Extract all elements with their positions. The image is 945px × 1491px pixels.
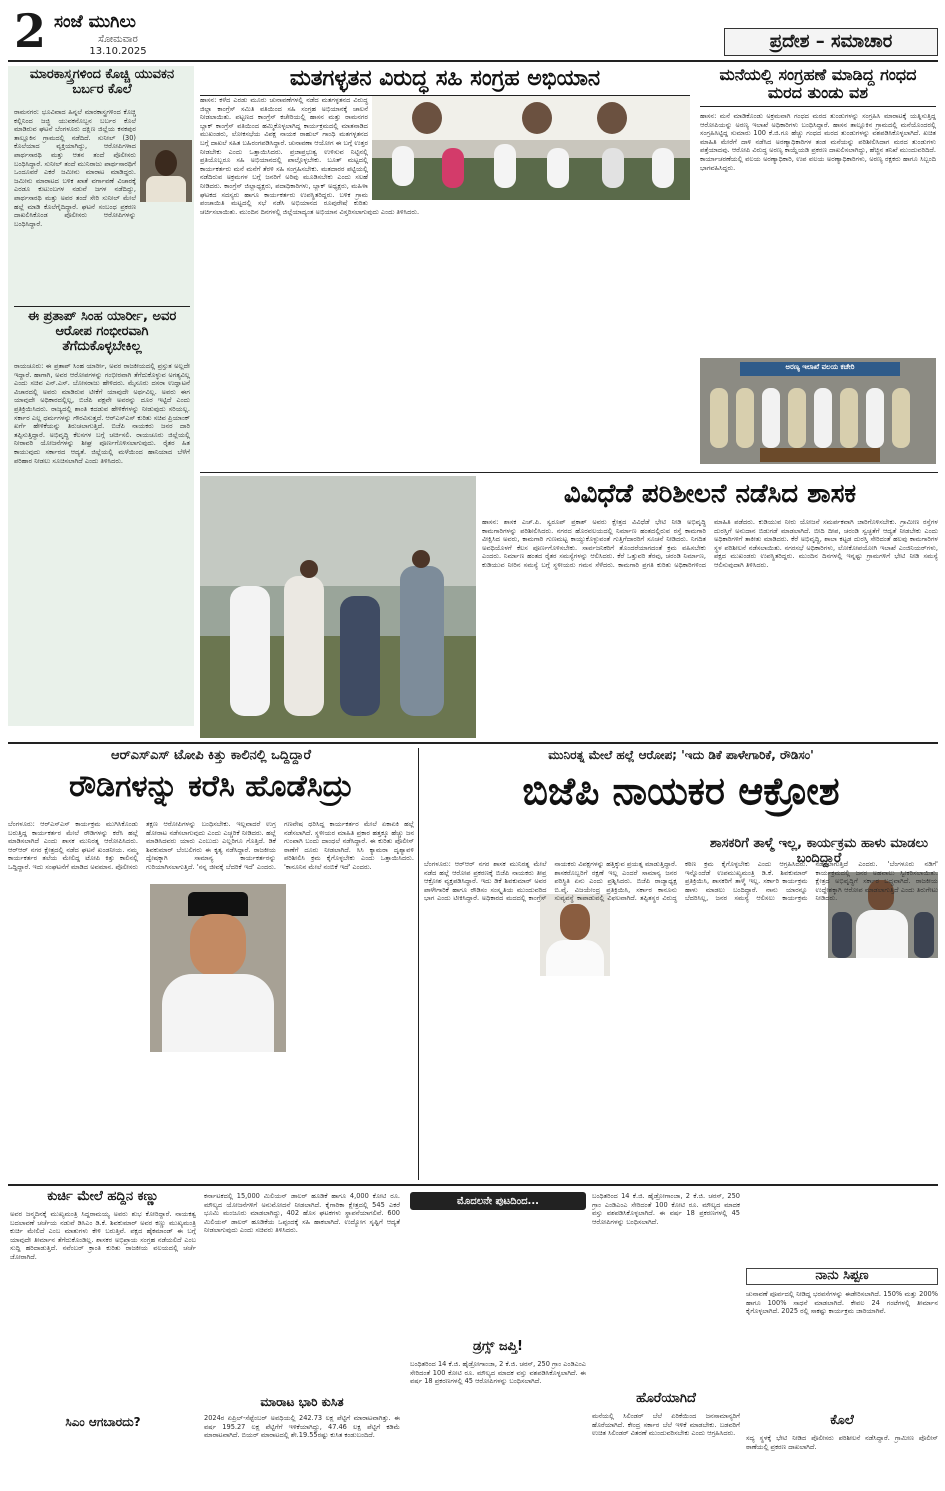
victim-photo	[140, 140, 192, 202]
bottom-story-expert: ಚುನಾವಣೆ ಪೂರ್ವದಲ್ಲಿ ನೀಡಿದ್ದ ಭರವಸೆಗಳನ್ನು ಈಡೇರಿಸಲಾಗಿದೆ. 150% ಮತ್ತು 200% ಹಾಗೂ 100% ಸಾಧನೆ ಮಾಡಲಾಗಿದೆ. ಕೇವಲ 24 ಗಂಟೆಗಳಲ್ಲಿ ತೀರ್ಮಾನ ಕೈಗೊಳ್ಳಲಾಗಿದೆ. 2025 ರಲ್ಲಿ ಸಾಕಷ್ಟು ಕಾರ್ಯಕ್ರಮ ಜಾರಿಯಾಗಿವೆ.	[746, 1290, 938, 1316]
lower-right-subheadline: ಶಾಸಕರಿಗೆ ತಾಳ್ಮೆ ಇಲ್ಲ, ಕಾರ್ಯಕ್ರಮ ಹಾಳು ಮಾಡಲು ಬಂದಿದ್ದಾರೆ	[709, 836, 929, 866]
masthead-day: ಸೋಮವಾರ	[98, 34, 138, 45]
continued-from-front-tag: ಮೊದಲನೇ ಪುಟದಿಂದ...	[410, 1192, 586, 1210]
bottom-headline-chair: ಕುರ್ಚಿ ಮೇಲೆ ಹದ್ದಿನ ಕಣ್ಣು	[47, 1189, 159, 1204]
bottom-headline-drugs: ಡ್ರಗ್ಸ್ ಜಪ್ತಿ!	[473, 1339, 523, 1354]
middle-story: ಹಾಸನ: ಶಾಸಕ ಎಚ್.ಪಿ. ಸ್ವರೂಪ್ ಪ್ರಕಾಶ್ ಅವರು ಕ್ಷೇತ್ರದ ವಿವಿಧೆಡೆ ಭೇಟಿ ನೀಡಿ ಅಭಿವೃದ್ಧಿ ಕಾಮಗಾರಿಗಳನ್ನು ಪರಿಶೀಲಿಸಿದರು. ನಗರದ ಹೊರವಲಯದಲ್ಲಿ ನಿರ್ಮಾಣ ಹಂತದಲ್ಲಿರುವ ರಸ್ತೆ ಕಾಮಗಾರಿ ವೀಕ್ಷಿಸಿದ ಅವರು, ಕಾಮಗಾರಿ ಗುಣಮಟ್ಟ ಕಾಯ್ದುಕೊಳ್ಳುವಂತೆ ಗುತ್ತಿಗೆದಾರರಿಗೆ ಸೂಚನೆ ನೀಡಿದರು. ನಿಗದಿತ ಅವಧಿಯೊಳಗೆ ಕೆಲಸ ಪೂರ್ಣಗೊಳಿಸಬೇಕು. ಸಾರ್ವಜನಿಕರಿಗೆ ತೊಂದರೆಯಾಗದಂತೆ ಕ್ರಮ ವಹಿಸಬೇಕು ಎಂದರು. ನಿರ್ಮಾಣ ಹಂತದ ರೈತರ ಸಮಸ್ಯೆಗಳನ್ನು ಆಲಿಸಿದರು. ಕೆರೆ ಒತ್ತುವರಿ ತೆರವು, ಚರಂಡಿ ನಿರ್ಮಾಣ, ಕುಡಿಯುವ ನೀರಿನ ಸಮಸ್ಯೆ ಬಗ್ಗೆ ಸ್ಥಳೀಯರು ಗಮನ ಸೆಳೆದರು. ಕಾಮಗಾರಿ ಪ್ರಗತಿ ಕುರಿತು ಅಧಿಕಾರಿಗಳಿಂದ ಮಾಹಿತಿ ಪಡೆದರು. ಕುಡಿಯುವ ನೀರು ಯೋಜನೆ ಸಮರ್ಪಕವಾಗಿ ಜಾರಿಗೊಳಿಸಬೇಕು. ಗ್ರಾಮೀಣ ರಸ್ತೆಗಳ ದುರಸ್ತಿಗೆ ಅನುದಾನ ಬಿಡುಗಡೆ ಮಾಡಲಾಗಿದೆ. ಬೀದಿ ದೀಪ, ಚರಂಡಿ ಸ್ವಚ್ಛತೆಗೆ ಆದ್ಯತೆ ನೀಡಬೇಕು ಎಂದು ಅಧಿಕಾರಿಗಳಿಗೆ ತಾಕೀತು ಮಾಡಿದರು. ಕೆರೆ ಅಭಿವೃದ್ಧಿ, ಶಾಲಾ ಕಟ್ಟಡ ದುರಸ್ತಿ ಸೇರಿದಂತೆ ಹಲವು ಕಾಮಗಾರಿಗಳ ಸ್ಥಳ ಪರಿಶೀಲನೆ ನಡೆಸಲಾಯಿತು. ನಗರಸಭೆ ಅಧಿಕಾರಿಗಳು, ಲೋಕೋಪಯೋಗಿ ಇಲಾಖೆ ಎಂಜಿನಿಯರ್‌ಗಳು, ಪಕ್ಷದ ಮುಖಂಡರು ಉಪಸ್ಥಿತರಿದ್ದರು. ಮುಂದಿನ ದಿನಗಳಲ್ಲಿ ಇನ್ನಷ್ಟು ಗ್ರಾಮಗಳಿಗೆ ಭೇಟಿ ನೀಡಿ ಸಮಸ್ಯೆ ಆಲಿಸುವುದಾಗಿ ತಿಳಿಸಿದರು.	[482, 518, 938, 569]
middle-headline: ವಿವಿಧೆಡೆ ಪರಿಶೀಲನೆ ನಡೆಸಿದ ಶಾಸಕ	[563, 479, 857, 509]
forest-banner-text: ಅರಣ್ಯ ಇಲಾಖೆ ವಲಯ ಕಚೇರಿ	[785, 363, 855, 371]
top-right-headline: ಮನೆಯಲ್ಲಿ ಸಂಗ್ರಹಣೆ ಮಾಡಿದ್ದ ಗಂಧದ ಮರದ ತುಂಡು ವಶ	[700, 66, 936, 107]
bottom-story-murder: ಸದ್ಯ ಸ್ಥಳಕ್ಕೆ ಭೇಟಿ ನೀಡಿದ ಪೊಲೀಸರು ಪರಿಶೀಲನೆ ನಡೆಸಿದ್ದಾರೆ. ಗ್ರಾಮೀಣ ಪೊಲೀಸ್ ಠಾಣೆಯಲ್ಲಿ ಪ್ರಕರಣ ದಾಖಲಾಗಿದೆ.	[746, 1434, 938, 1451]
masthead-date: 13.10.2025	[89, 46, 147, 57]
top-center-headline: ಮತಗಳ್ಳತನ ವಿರುದ್ಧ ಸಹಿ ಸಂಗ್ರಹ ಅಭಿಯಾನ	[200, 66, 690, 96]
bottom-headline-burden: ಹೊರೆಯಾಗಿದೆ	[636, 1391, 696, 1406]
left-story-pratap: ರಾಯಚೂರು: ಈ ಪ್ರತಾಪ್ ಸಿಂಹ ಯಾರ್ರೀ, ಅವರ ರಾಜಕೀಯದಲ್ಲಿ ಪ್ರಸ್ತುತ ಅಲ್ಲದೇ ಇದ್ದಾರೆ. ಹಾಗಾಗಿ, ಅವರ ಆರೋಪಗಳನ್ನು ಗಂಭೀರವಾಗಿ ತೆಗೆದುಕೊಳ್ಳುವ ಅಗತ್ಯವಿಲ್ಲ ಎಂದು ಸಚಿವ ಎನ್.ಎಸ್. ಬೋಸರಾಜು ಹೇಳಿದರು. ಮೈಸೂರು ದಸರಾ ಉದ್ಘಾಟನೆ ವಿಚಾರದಲ್ಲಿ ಅವರು ಮಾಡಿರುವ ಟೀಕೆಗೆ ಯಾವುದೇ ಅರ್ಥವಿಲ್ಲ. ಅವರು ಈಗ ಯಾವುದೇ ಅಧಿಕಾರದಲ್ಲಿಲ್ಲ, ಬಿಜೆಪಿ ಪಕ್ಷವೇ ಅವರನ್ನು ದೂರ ಇಟ್ಟಿದೆ ಎಂದು ಪ್ರತಿಕ್ರಿಯಿಸಿದರು. ರಾಜ್ಯದಲ್ಲಿ ಶಾಂತಿ ಕದಡುವ ಹೇಳಿಕೆಗಳನ್ನು ನೀಡುವುದು ಸರಿಯಲ್ಲ. ಸರ್ಕಾರ ಎಲ್ಲ ಧರ್ಮಗಳನ್ನು ಗೌರವಿಸುತ್ತದೆ. ಆರ್‌ಎಸ್‌ಎಸ್ ಕುರಿತು ಸಚಿವ ಪ್ರಿಯಾಂಕ್ ಖರ್ಗೆ ಹೇಳಿಕೆಯನ್ನು ತಿರುಚಲಾಗುತ್ತಿದೆ. ಬಿಜೆಪಿ ನಾಯಕರು ಜನರ ದಾರಿ ತಪ್ಪಿಸುತ್ತಿದ್ದಾರೆ. ಅಭಿವೃದ್ಧಿ ಕೆಲಸಗಳ ಬಗ್ಗೆ ಚರ್ಚಿಸಲಿ. ರಾಯಚೂರು ಜಿಲ್ಲೆಯಲ್ಲಿ ನೀರಾವರಿ ಯೋಜನೆಗಳನ್ನು ಶೀಘ್ರ ಪೂರ್ಣಗೊಳಿಸಲಾಗುವುದು. ರೈತರ ಹಿತ ಕಾಯುವುದು ಸರ್ಕಾರದ ಆದ್ಯತೆ. ಜಿಲ್ಲೆಯಲ್ಲಿ ಮಳೆಯಿಂದ ಹಾನಿಯಾದ ಬೆಳೆಗೆ ಪರಿಹಾರ ನೀಡಲು ಸೂಚಿಸಲಾಗಿದೆ ಎಂದು ತಿಳಿಸಿದರು.	[14, 362, 190, 465]
left-headline-murder: ಮಾರಕಾಸ್ತ್ರಗಳಿಂದ ಕೊಚ್ಚಿ ಯುವಕನ ಬರ್ಬರ ಕೊಲೆ	[29, 67, 175, 97]
page-number: 2	[14, 4, 47, 58]
bottom-story-burden: ಮನೆಯಲ್ಲಿ ಸಿಲಿಂಡರ್ ಬೆಲೆ ಏರಿಕೆಯಿಂದ ಜನಸಾಮಾನ್ಯರಿಗೆ ಹೊರೆಯಾಗಿದೆ. ಕೇಂದ್ರ ಸರ್ಕಾರ ಬೆಲೆ ಇಳಿಕೆ ಮಾಡಬೇಕು. ಬಡವರಿಗೆ ಉಚಿತ ಸಿಲಿಂಡರ್ ವಿತರಣೆ ಮುಂದುವರಿಸಬೇಕು ಎಂದು ಆಗ್ರಹಿಸಿದರು.	[592, 1412, 740, 1438]
bottom-rule	[8, 1184, 938, 1186]
bottom-headline-murder: ಕೊಲೆ	[830, 1413, 854, 1428]
bottom-sub-chair: ಸಿಎಂ ಆಗಬಾರದು?	[65, 1415, 141, 1429]
left-story-murder: ರಾಮನಗರ: ಭೂವಿವಾದ ಹಿನ್ನಲೆ ಮಾರಕಾಸ್ತ್ರಗಳಿಂದ ಕೊಚ್ಚಿ ಕಲ್ಲಿನಿಂದ ಜಜ್ಜಿ ಯುವಕನೊಬ್ಬನ ಬರ್ಬರ ಕೊಲೆ ಮಾಡಿರುವ ಘಟನೆ ಬೆಂಗಳೂರು ದಕ್ಷಿಣ ಜಿಲ್ಲೆಯ ಕನಕಪುರ ತಾಲ್ಲೂಕಿನ ಗ್ರಾಮದಲ್ಲಿ ನಡೆದಿದೆ. ಸುನೀಲ್ (30) ಕೊಲೆಯಾದ ವ್ಯಕ್ತಿಯಾಗಿದ್ದು, ಆರೋಪಿಗಳಾದ ಪಾರ್ಥಸಾರಥಿ ಮತ್ತು ಆತನ ತಂದೆ ಪೊಲೀಸರು ಬಂಧಿಸಿದ್ದಾರೆ. ಸುನೀಲ್ ತಂದೆ ಮುನಿರಾಜು ಪಾರ್ಥಸಾರಥಿಗೆ ಒಂದೂವರೆ ಎಕರೆ ಜಮೀನು ಮಾರಾಟ ಮಾಡಿದ್ದರು. ಜಮೀನು ಮಾರಾಟದ ಬಳಿಕ ಖಾತೆ ವರ್ಗಾವಣೆ ವಿಚಾರಕ್ಕೆ ಎರಡೂ ಕುಟುಂಬಗಳ ನಡುವೆ ಜಗಳ ನಡೆದಿದ್ದು, ಪಾರ್ಥಸಾರಥಿ ಮತ್ತು ಅವರ ತಂದೆ ಸೇರಿ ಸುನೀಲ್ ಮೇಲೆ ಹಲ್ಲೆ ಮಾಡಿ ಕೊಲೆಗೈದಿದ್ದಾರೆ. ಘಟನೆ ಸಂಬಂಧ ಪ್ರಕರಣ ದಾಖಲಿಸಿಕೊಂಡ ಪೊಲೀಸರು ಆರೋಪಿಗಳನ್ನು ಬಂಧಿಸಿದ್ದಾರೆ.	[14, 108, 136, 228]
middle-top-rule	[200, 472, 938, 473]
left-divider	[14, 306, 190, 307]
left-headline-pratap: ಈ ಪ್ರತಾಪ್ ಸಿಂಹ ಯಾರ್ರೀ, ಅವರ ಆರೋಪ ಗಂಭೀರವಾಗಿ ತೆಗೆದುಕೊಳ್ಳಬೇಕಿಲ್ಲ	[27, 309, 177, 354]
section-label: ಪ್ರದೇಶ – ಸಮಾಚಾರ	[724, 28, 938, 56]
mla-inspection-photo	[200, 476, 476, 738]
bottom-story-arrests: ಬಂಧಿತರಿಂದ 14 ಕೆ.ಜಿ. ಹೈಡ್ರೋಗಾಂಜಾ, 2 ಕೆ.ಜಿ. ಚರಸ್, 250 ಗ್ರಾಂ ಎಂಡಿಎಂಎ ಸೇರಿದಂತೆ 100 ಕೋಟಿ ರೂ. ಮೌಲ್ಯದ ಮಾದಕ ವಸ್ತು ವಶಪಡಿಸಿಕೊಳ್ಳಲಾಗಿದೆ. ಈ ವರ್ಷ 18 ಪ್ರಕರಣಗಳಲ್ಲಿ 45 ಆರೋಪಿಗಳನ್ನು ಬಂಧಿಸಲಾಗಿದೆ.	[592, 1192, 740, 1226]
lower-right-kicker: ಮುನಿರತ್ನ ಮೇಲೆ ಹಲ್ಲೆ ಆರೋಪ; 'ಇದು ಡಿಕೆ ಪಾಳೇಗಾರಿಕೆ, ರೌಡಿಸಂ'	[548, 748, 814, 762]
forest-officials-photo	[700, 358, 936, 464]
lower-left-headline: ರೌಡಿಗಳನ್ನು ಕರೆಸಿ ಹೊಡೆಸಿದ್ರು	[69, 769, 353, 804]
masthead	[8, 6, 208, 58]
middle-bottom-rule	[8, 742, 938, 744]
top-right-story: ಹಾಸನ: ಮನೆ ಮಾಡಿಕೊಂಡು ಅಕ್ರಮವಾಗಿ ಗಂಧದ ಮರದ ತುಂಡುಗಳನ್ನು ಸಂಗ್ರಹಿಸಿ ಮಾರಾಟಕ್ಕೆ ಯತ್ನಿಸುತ್ತಿದ್ದ ಆರೋಪಿಯನ್ನು ಅರಣ್ಯ ಇಲಾಖೆ ಅಧಿಕಾರಿಗಳು ಬಂಧಿಸಿದ್ದಾರೆ. ಹಾಸನ ತಾಲ್ಲೂಕಿನ ಗ್ರಾಮದಲ್ಲಿ ಮನೆಯೊಂದರಲ್ಲಿ ಸಂಗ್ರಹಿಸಿಟ್ಟಿದ್ದ ಸುಮಾರು 100 ಕೆ.ಜಿ.ಗೂ ಹೆಚ್ಚು ಗಂಧದ ಮರದ ತುಂಡುಗಳನ್ನು ವಶಪಡಿಸಿಕೊಳ್ಳಲಾಗಿದೆ. ಖಚಿತ ಮಾಹಿತಿ ಮೇರೆಗೆ ದಾಳಿ ನಡೆಸಿದ ಅರಣ್ಯಾಧಿಕಾರಿಗಳ ತಂಡ ಮನೆಯನ್ನು ಪರಿಶೀಲಿಸಿದಾಗ ಮರದ ತುಂಡುಗಳು ಪತ್ತೆಯಾದವು. ಆರೋಪಿ ವಿರುದ್ಧ ಅರಣ್ಯ ಕಾಯ್ದೆಯಡಿ ಪ್ರಕರಣ ದಾಖಲಿಸಲಾಗಿದ್ದು, ಹೆಚ್ಚಿನ ತನಿಖೆ ಮುಂದುವರಿದಿದೆ. ಕಾರ್ಯಾಚರಣೆಯಲ್ಲಿ ವಲಯ ಅರಣ್ಯಾಧಿಕಾರಿ, ಉಪ ವಲಯ ಅರಣ್ಯಾಧಿಕಾರಿಗಳು, ಅರಣ್ಯ ರಕ್ಷಕರು ಹಾಗೂ ಸಿಬ್ಬಂದಿ ಭಾಗವಹಿಸಿದ್ದರು.	[700, 112, 936, 172]
lower-divider	[418, 748, 419, 1180]
bottom-story-drugs: ಬಂಧಿತರಿಂದ 14 ಕೆ.ಜಿ. ಹೈಡ್ರೋಗಾಂಜಾ, 2 ಕೆ.ಜಿ. ಚರಸ್, 250 ಗ್ರಾಂ ಎಂಡಿಎಂಎ ಸೇರಿದಂತೆ 100 ಕೋಟಿ ರೂ. ಮೌಲ್ಯದ ಮಾದಕ ವಸ್ತು ವಶಪಡಿಸಿಕೊಳ್ಳಲಾಗಿದೆ. ಈ ವರ್ಷ 18 ಪ್ರಕರಣಗಳಲ್ಲಿ 45 ಆರೋಪಿಗಳನ್ನು ಬಂಧಿಸಲಾಗಿದೆ.	[410, 1360, 586, 1386]
photo-spacer	[368, 96, 690, 204]
bottom-story-sales: 2024ರ ಏಪ್ರಿಲ್-ಸೆಪ್ಟೆಂಬರ್ ಅವಧಿಯಲ್ಲಿ 242.73 ಲಕ್ಷ ಪೆಟ್ಟಿಗೆ ಮಾರಾಟವಾಗಿತ್ತು. ಈ ವರ್ಷ 195.27 ಲಕ್ಷ ಪೆಟ್ಟಿಗೆಗೆ ಇಳಿಕೆಯಾಗಿದ್ದು, 47.46 ಲಕ್ಷ ಪೆಟ್ಟಿಗೆ ಕಡಿಮೆ ಮಾರಾಟವಾಗಿದೆ. ಬಿಯರ್ ಮಾರಾಟದಲ್ಲಿ ಶೇ.19.55ರಷ್ಟು ಕುಸಿತ ಕಂಡುಬಂದಿದೆ.	[204, 1414, 400, 1440]
lower-right-headline: ಬಿಜೆಪಿ ನಾಯಕರ ಆಕ್ರೋಶ	[522, 769, 840, 813]
top-center-story-text: ಹಾಸನ: ಕಳೆದ ಎರಡು ಮೂರು ಚುನಾವಣೆಗಳಲ್ಲಿ ನಡೆದ ಮತಗಳ್ಳತನದ ವಿರುದ್ಧ ಜಿಲ್ಲಾ ಕಾಂಗ್ರೆಸ್ ಸಮಿತಿ ವತಿಯಿಂದ ಸಹಿ ಸಂಗ್ರಹ ಅಭಿಯಾನಕ್ಕೆ ಚಾಲನೆ ನೀಡಲಾಯಿತು. ಪಟ್ಟಣದ ಕಾಂಗ್ರೆಸ್ ಕಚೇರಿಯಲ್ಲಿ ಹಾಸನ ಮತ್ತು ರಾಮನಗರ ಬ್ಲಾಕ್ ಕಾಂಗ್ರೆಸ್ ವತಿಯಿಂದ ಹಮ್ಮಿಕೊಳ್ಳಲಾಗಿದ್ದ ಕಾರ್ಯಕ್ರಮದಲ್ಲಿ ಮಾತನಾಡಿದ ಮುಖಂಡರು, ಲೋಕಸಭೆಯ ವಿಪಕ್ಷ ನಾಯಕ ರಾಹುಲ್ ಗಾಂಧಿ ಮತಗಳ್ಳತನದ ಬಗ್ಗೆ ದಾಖಲೆ ಸಹಿತ ಬಹಿರಂಗಪಡಿಸಿದ್ದಾರೆ. ಚುನಾವಣಾ ಆಯೋಗ ಈ ಬಗ್ಗೆ ಉತ್ತರ ನೀಡಬೇಕು ಎಂದು ಒತ್ತಾಯಿಸಿದರು. ಪ್ರಜಾಪ್ರಭುತ್ವ ಉಳಿಸುವ ನಿಟ್ಟಿನಲ್ಲಿ ಪ್ರತಿಯೊಬ್ಬರೂ ಸಹಿ ಅಭಿಯಾನದಲ್ಲಿ ಪಾಲ್ಗೊಳ್ಳಬೇಕು. ಬೂತ್ ಮಟ್ಟದಲ್ಲಿ ಕಾರ್ಯಕರ್ತರು ಮನೆ ಮನೆಗೆ ತೆರಳಿ ಸಹಿ ಸಂಗ್ರಹಿಸಬೇಕು. ಮತದಾರರ ಪಟ್ಟಿಯಲ್ಲಿ ನಡೆದಿರುವ ಅಕ್ರಮಗಳ ಬಗ್ಗೆ ಜನರಿಗೆ ಅರಿವು ಮೂಡಿಸಬೇಕು ಎಂದು ಸಲಹೆ ನೀಡಿದರು. ಕಾಂಗ್ರೆಸ್ ಜಿಲ್ಲಾಧ್ಯಕ್ಷರು, ಪದಾಧಿಕಾರಿಗಳು, ಬ್ಲಾಕ್ ಅಧ್ಯಕ್ಷರು, ಮಹಿಳಾ ಘಟಕದ ಸದಸ್ಯರು ಹಾಗೂ ಕಾರ್ಯಕರ್ತರು ಉಪಸ್ಥಿತರಿದ್ದರು. ಬಳಿಕ ಗ್ರಾಮ ಪಂಚಾಯಿತಿ ಮಟ್ಟದಲ್ಲಿ ಸಭೆ ನಡೆಸಿ ಅಭಿಯಾನದ ರೂಪುರೇಷೆ ಕುರಿತು ಚರ್ಚಿಸಲಾಯಿತು. ಮುಂದಿನ ದಿನಗಳಲ್ಲಿ ಜಿಲ್ಲೆಯಾದ್ಯಂತ ಅಭಿಯಾನ ವಿಸ್ತರಿಸಲಾಗುವುದು ಎಂದು ತಿಳಿಸಿದರು.	[200, 96, 420, 216]
lower-right-story: ಬೆಂಗಳೂರು: ಆರ್‌ಆರ್ ನಗರ ಶಾಸಕ ಮುನಿರತ್ನ ಮೇಲೆ ನಡೆದ ಹಲ್ಲೆ ಆರೋಪ ಪ್ರಕರಣಕ್ಕೆ ಬಿಜೆಪಿ ನಾಯಕರು ತೀವ್ರ ಆಕ್ರೋಶ ವ್ಯಕ್ತಪಡಿಸಿದ್ದಾರೆ. ಇದು ಡಿಕೆ ಶಿವಕುಮಾರ್ ಅವರ ಪಾಳೇಗಾರಿಕೆ ಹಾಗೂ ರೌಡಿಸಂ ಸಂಸ್ಕೃತಿಯ ಮುಂದುವರಿದ ಭಾಗ ಎಂದು ಟೀಕಿಸಿದ್ದಾರೆ. ಅಧಿಕಾರದ ಮದದಲ್ಲಿ ಕಾಂಗ್ರೆಸ್ ನಾಯಕರು ವಿಪಕ್ಷಗಳನ್ನು ಹತ್ತಿಕ್ಕುವ ಪ್ರಯತ್ನ ಮಾಡುತ್ತಿದ್ದಾರೆ. ಶಾಸಕರೊಬ್ಬರಿಗೆ ರಕ್ಷಣೆ ಇಲ್ಲ ಎಂದರೆ ಸಾಮಾನ್ಯ ಜನರ ಪರಿಸ್ಥಿತಿ ಏನು ಎಂದು ಪ್ರಶ್ನಿಸಿದರು. ಬಿಜೆಪಿ ರಾಜ್ಯಾಧ್ಯಕ್ಷ ಬಿ.ವೈ. ವಿಜಯೇಂದ್ರ ಪ್ರತಿಕ್ರಿಯಿಸಿ, ಸರ್ಕಾರ ಕಾನೂನು ಸುವ್ಯವಸ್ಥೆ ಕಾಪಾಡುವಲ್ಲಿ ವಿಫಲವಾಗಿದೆ. ತಪ್ಪಿತಸ್ಥರ ವಿರುದ್ಧ ಕಠಿಣ ಕ್ರಮ ಕೈಗೊಳ್ಳಬೇಕು ಎಂದು ಆಗ್ರಹಿಸಿದರು. ಇನ್ನೊಂದೆಡೆ ಉಪಮುಖ್ಯಮಂತ್ರಿ ಡಿ.ಕೆ. ಶಿವಕುಮಾರ್ ಪ್ರತಿಕ್ರಿಯಿಸಿ, ಶಾಸಕರಿಗೆ ತಾಳ್ಮೆ ಇಲ್ಲ. ಸರ್ಕಾರಿ ಕಾರ್ಯಕ್ರಮ ಹಾಳು ಮಾಡಲು ಬಂದಿದ್ದಾರೆ. ನಾನು ಯಾರನ್ನೂ ಬೆದರಿಸಿಲ್ಲ, ಜನರ ಸಮಸ್ಯೆ ಆಲಿಸಲು ಕಾರ್ಯಕ್ರಮ ನಡೆಸಲಾಗುತ್ತಿದೆ ಎಂದರು. 'ಬೆಂಗಳೂರು ನಡಿಗೆ' ಕಾರ್ಯಕ್ರಮದಲ್ಲಿ ಜನರ ಅಹವಾಲು ಸ್ವೀಕರಿಸಲಾಯಿತು. ಕ್ಷೇತ್ರದ ಅಭಿವೃದ್ಧಿಗೆ ಸರ್ಕಾರ ಬದ್ಧವಾಗಿದೆ. ರಾಜಕೀಯ ಉದ್ದೇಶಕ್ಕಾಗಿ ಆರೋಪ ಮಾಡಲಾಗುತ್ತಿದೆ ಎಂದು ತಿರುಗೇಟು ನೀಡಿದರು.	[424, 860, 938, 903]
lower-left-kicker: ಆರ್‌ಎಸ್‌ಎಸ್ ಟೋಪಿ ಕಿತ್ತು ಕಾಲಿನಲ್ಲಿ ಒದ್ದಿದ್ದಾರೆ	[111, 748, 311, 763]
bottom-headline-expert: ನಾನು ಸಿಪ್ಪಣ	[746, 1268, 938, 1285]
bottom-story-chair: ಅವರ ಜನ್ಮದಿನಕ್ಕೆ ಮುಖ್ಯಮಂತ್ರಿ ಸಿದ್ದರಾಮಯ್ಯ ಅವರು ಶುಭ ಕೋರಿದ್ದಾರೆ. ನಾಯಕತ್ವ ಬದಲಾವಣೆ ಚರ್ಚೆಯ ನಡುವೆ ಡಿಸಿಎಂ ಡಿ.ಕೆ. ಶಿವಕುಮಾರ್ ಅವರ ಕಣ್ಣು ಮುಖ್ಯಮಂತ್ರಿ ಕುರ್ಚಿ ಮೇಲಿದೆ ಎಂಬ ಮಾತುಗಳು ಕೇಳಿ ಬರುತ್ತಿವೆ. ಪಕ್ಷದ ಹೈಕಮಾಂಡ್ ಈ ಬಗ್ಗೆ ಯಾವುದೇ ತೀರ್ಮಾನ ತೆಗೆದುಕೊಂಡಿಲ್ಲ. ಶಾಸಕರ ಅಭಿಪ್ರಾಯ ಸಂಗ್ರಹ ನಡೆಯಲಿದೆ ಎಂಬ ಸುದ್ದಿ ಹರಿದಾಡುತ್ತಿದೆ. ನವೆಂಬರ್ ಕ್ರಾಂತಿ ಕುರಿತು ರಾಜಕೀಯ ವಲಯದಲ್ಲಿ ಚರ್ಚೆ ಜೋರಾಗಿದೆ.	[10, 1210, 196, 1261]
bottom-story-investment: ಕರ್ನಾಟಕದಲ್ಲಿ 15,000 ಮಿಲಿಯನ್ ಡಾಲರ್ ಹೂಡಿಕೆ ಹಾಗೂ 4,000 ಕೋಟಿ ರೂ. ಮೌಲ್ಯದ ಯೋಜನೆಗಳಿಗೆ ಅನುಮೋದನೆ ನೀಡಲಾಗಿದೆ. ಕೈಗಾರಿಕಾ ಕ್ಷೇತ್ರದಲ್ಲಿ 545 ಎಕರೆ ಭೂಮಿ ಮಂಜೂರು ಮಾಡಲಾಗಿದ್ದು, 402 ಹೊಸ ಘಟಕಗಳು ಸ್ಥಾಪನೆಯಾಗಲಿವೆ. 600 ಮಿಲಿಯನ್ ಡಾಲರ್ ಹೂಡಿಕೆಯ ಒಪ್ಪಂದಕ್ಕೆ ಸಹಿ ಹಾಕಲಾಗಿದೆ. ಉದ್ಯೋಗ ಸೃಷ್ಟಿಗೆ ಆದ್ಯತೆ ನೀಡಲಾಗುವುದು ಎಂದು ಸಚಿವರು ತಿಳಿಸಿದರು.	[204, 1192, 400, 1235]
bottom-sub-sales: ಮಾರಾಟ ಭಾರಿ ಕುಸಿತ	[260, 1395, 344, 1409]
paper-name: ಸಂಜೆ ಮುಗಿಲು	[54, 12, 136, 32]
masthead-rule	[8, 60, 938, 62]
top-center-story	[200, 96, 690, 468]
lower-left-story: ಬೆಂಗಳೂರು: ಆರ್‌ಎಸ್‌ಎಸ್ ಕಾರ್ಯಕ್ರಮ ಮುಗಿಸಿಕೊಂಡು ಬರುತ್ತಿದ್ದ ಕಾರ್ಯಕರ್ತರ ಮೇಲೆ ರೌಡಿಗಳನ್ನು ಕರೆಸಿ ಹಲ್ಲೆ ಮಾಡಿಸಲಾಗಿದೆ ಎಂದು ಶಾಸಕ ಮುನಿರತ್ನ ಆರೋಪಿಸಿದರು. ಆರ್‌ಆರ್ ನಗರ ಕ್ಷೇತ್ರದಲ್ಲಿ ನಡೆದ ಘಟನೆ ಖಂಡನೀಯ. ನಮ್ಮ ಕಾರ್ಯಕರ್ತರ ತಲೆಯ ಮೇಲಿದ್ದ ಟೋಪಿ ಕಿತ್ತು ಕಾಲಿನಲ್ಲಿ ಒದ್ದಿದ್ದಾರೆ. ಇದು ಸಂಘಟನೆಗೆ ಮಾಡಿದ ಅವಮಾನ. ಪೊಲೀಸರು ತಕ್ಷಣ ಆರೋಪಿಗಳನ್ನು ಬಂಧಿಸಬೇಕು. ಇಲ್ಲವಾದರೆ ಉಗ್ರ ಹೋರಾಟ ನಡೆಸಲಾಗುವುದು ಎಂದು ಎಚ್ಚರಿಕೆ ನೀಡಿದರು. ಹಲ್ಲೆ ಮಾಡಿಸಿದವರು ಯಾರು ಎಂಬುದು ಎಲ್ಲರಿಗೂ ಗೊತ್ತಿದೆ. ಡಿಕೆ ಶಿವಕುಮಾರ್ ಬೆಂಬಲಿಗರು ಈ ಕೃತ್ಯ ನಡೆಸಿದ್ದಾರೆ. ರಾಜಕೀಯ ದ್ವೇಷಕ್ಕಾಗಿ ಸಾಮಾನ್ಯ ಕಾರ್ಯಕರ್ತರನ್ನು ಗುರಿಯಾಗಿಸಲಾಗುತ್ತಿದೆ. 'ನನ್ನ ಜೀವಕ್ಕೆ ಬೆದರಿಕೆ ಇದೆ' ಎಂದರು. ಗಣವೇಷ ಧರಿಸಿದ್ದ ಕಾರ್ಯಕರ್ತರ ಮೇಲೆ ಏಕಾಏಕಿ ಹಲ್ಲೆ ನಡೆಸಲಾಗಿದೆ. ಸ್ಥಳೀಯರ ಮಾಹಿತಿ ಪ್ರಕಾರ ಹತ್ತಕ್ಕೂ ಹೆಚ್ಚು ಜನ ಗುಂಪಾಗಿ ಬಂದು ದಾಂಧಲೆ ನಡೆಸಿದ್ದಾರೆ. ಈ ಕುರಿತು ಪೊಲೀಸ್ ಠಾಣೆಗೆ ದೂರು ನೀಡಲಾಗಿದೆ. ಸಿಸಿ ಕ್ಯಾಮರಾ ದೃಶ್ಯಾವಳಿ ಪರಿಶೀಲಿಸಿ ಕ್ರಮ ಕೈಗೊಳ್ಳಬೇಕು ಎಂದು ಒತ್ತಾಯಿಸಿದರು. 'ಕಾನೂನಿನ ಮೇಲೆ ನಂಬಿಕೆ ಇದೆ' ಎಂದರು.	[8, 820, 414, 871]
